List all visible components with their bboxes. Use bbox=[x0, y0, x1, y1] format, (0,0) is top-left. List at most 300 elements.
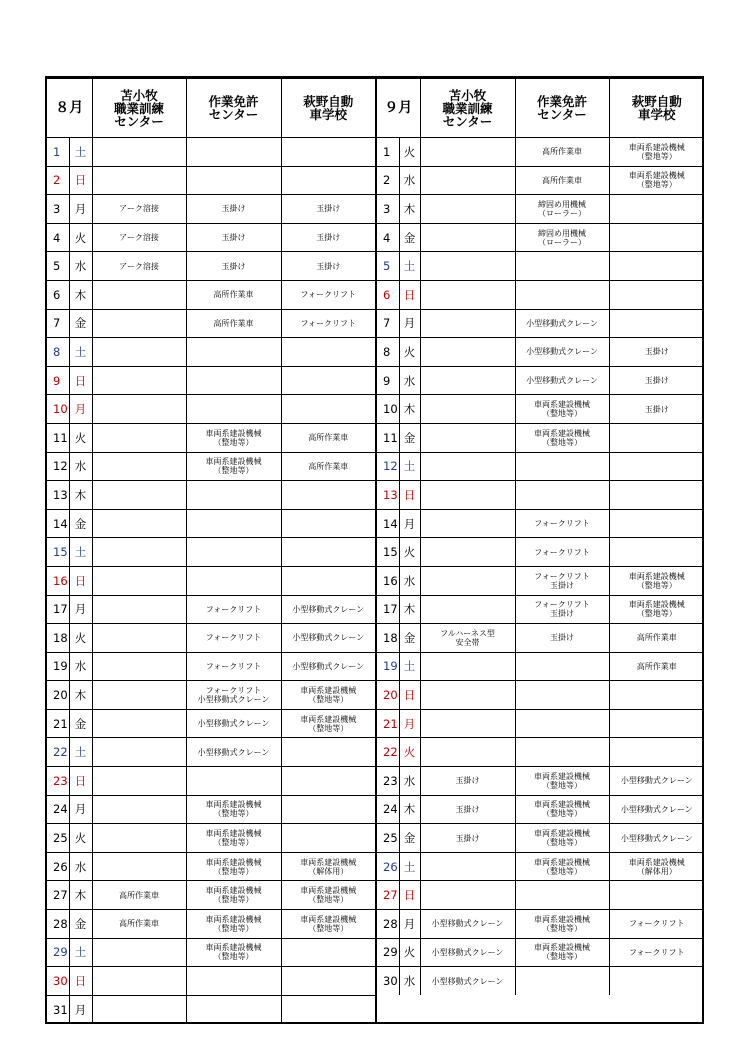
course-cell bbox=[420, 738, 515, 767]
course-cell: フォークリフト bbox=[281, 309, 375, 338]
day-number: 7 bbox=[47, 309, 69, 338]
day-row bbox=[377, 595, 704, 624]
day-row bbox=[47, 995, 375, 1023]
course-cell: 車両系建設機械 （整地等） bbox=[281, 709, 375, 738]
course-cell bbox=[515, 967, 609, 995]
course-cell bbox=[609, 509, 704, 538]
day-row bbox=[377, 395, 704, 424]
day-number: 28 bbox=[377, 910, 399, 939]
course-cell: 車両系建設機械 （解体用） bbox=[281, 852, 375, 881]
weekday: 土 bbox=[399, 852, 420, 881]
weekday: 日 bbox=[399, 881, 420, 910]
day-row bbox=[47, 280, 375, 309]
course-cell: 車両系建設機械 （整地等） bbox=[609, 166, 704, 195]
course-cell bbox=[420, 252, 515, 281]
course-cell: フルハーネス型 安全帯 bbox=[420, 624, 515, 653]
day-row bbox=[47, 767, 375, 796]
course-cell bbox=[515, 280, 609, 309]
course-cell: 小型移動式クレーン bbox=[515, 309, 609, 338]
weekday: 土 bbox=[69, 538, 92, 567]
course-cell bbox=[420, 423, 515, 452]
course-cell: 車両系建設機械 （整地等） bbox=[515, 423, 609, 452]
day-number: 26 bbox=[47, 852, 69, 881]
day-row bbox=[377, 309, 704, 338]
day-row bbox=[47, 624, 375, 653]
course-cell: 小型移動式クレーン bbox=[609, 795, 704, 824]
weekday: 土 bbox=[69, 138, 92, 167]
course-cell: 高所作業車 bbox=[92, 910, 186, 939]
day-number: 17 bbox=[47, 595, 69, 624]
day-number: 10 bbox=[377, 395, 399, 424]
weekday: 日 bbox=[69, 166, 92, 195]
course-cell bbox=[186, 138, 281, 167]
day-row bbox=[377, 881, 704, 910]
venue-header: 作業免許 センター bbox=[186, 79, 281, 138]
course-cell bbox=[92, 624, 186, 653]
course-cell: 高所作業車 bbox=[609, 624, 704, 653]
course-cell bbox=[515, 252, 609, 281]
day-number: 4 bbox=[47, 223, 69, 252]
course-cell bbox=[281, 481, 375, 510]
weekday: 月 bbox=[69, 195, 92, 224]
course-cell bbox=[515, 652, 609, 681]
course-cell bbox=[92, 366, 186, 395]
course-cell: フォークリフト bbox=[186, 652, 281, 681]
course-cell bbox=[515, 452, 609, 481]
weekday: 木 bbox=[399, 395, 420, 424]
september-calendar bbox=[375, 78, 702, 1022]
course-cell bbox=[420, 195, 515, 224]
course-cell: 車両系建設機械 （整地等） bbox=[281, 881, 375, 910]
course-cell bbox=[281, 538, 375, 567]
course-cell bbox=[609, 223, 704, 252]
course-cell bbox=[420, 280, 515, 309]
day-number: 7 bbox=[377, 309, 399, 338]
day-number: 23 bbox=[377, 767, 399, 796]
course-cell bbox=[92, 138, 186, 167]
day-number: 1 bbox=[47, 138, 69, 167]
month-label: ９月 bbox=[377, 79, 420, 138]
day-row bbox=[47, 166, 375, 195]
day-row bbox=[377, 280, 704, 309]
weekday: 水 bbox=[69, 652, 92, 681]
weekday: 土 bbox=[399, 452, 420, 481]
weekday: 金 bbox=[69, 509, 92, 538]
day-row bbox=[47, 452, 375, 481]
weekday: 日 bbox=[69, 366, 92, 395]
course-cell: 玉掛け bbox=[186, 223, 281, 252]
day-number: 20 bbox=[47, 681, 69, 710]
course-cell: フォークリフト bbox=[609, 938, 704, 967]
weekday: 月 bbox=[69, 595, 92, 624]
course-cell: 高所作業車 bbox=[281, 452, 375, 481]
day-number: 9 bbox=[47, 366, 69, 395]
weekday: 月 bbox=[399, 910, 420, 939]
course-cell bbox=[92, 509, 186, 538]
day-number: 29 bbox=[47, 938, 69, 967]
day-row bbox=[47, 881, 375, 910]
day-number: 5 bbox=[47, 252, 69, 281]
course-cell: 車両系建設機械 （整地等） bbox=[515, 852, 609, 881]
day-number: 27 bbox=[377, 881, 399, 910]
september-table bbox=[377, 78, 704, 995]
weekday: 月 bbox=[399, 709, 420, 738]
course-cell: 小型移動式クレーン bbox=[281, 595, 375, 624]
august-calendar bbox=[47, 78, 375, 1022]
course-cell bbox=[420, 852, 515, 881]
course-cell bbox=[609, 481, 704, 510]
day-row bbox=[47, 709, 375, 738]
course-cell: 玉掛け bbox=[609, 395, 704, 424]
weekday: 木 bbox=[69, 481, 92, 510]
day-row bbox=[377, 366, 704, 395]
course-cell: 玉掛け bbox=[515, 624, 609, 653]
course-cell bbox=[92, 767, 186, 796]
course-cell bbox=[609, 881, 704, 910]
course-cell bbox=[515, 709, 609, 738]
day-row bbox=[47, 910, 375, 939]
course-cell: 玉掛け bbox=[281, 195, 375, 224]
day-number: 11 bbox=[47, 423, 69, 452]
weekday: 火 bbox=[69, 223, 92, 252]
day-row bbox=[47, 195, 375, 224]
weekday: 水 bbox=[399, 967, 420, 995]
day-number: 12 bbox=[377, 452, 399, 481]
course-cell bbox=[420, 223, 515, 252]
course-cell bbox=[186, 566, 281, 595]
course-cell bbox=[92, 481, 186, 510]
course-cell bbox=[92, 395, 186, 424]
weekday: 水 bbox=[399, 166, 420, 195]
weekday: 土 bbox=[399, 652, 420, 681]
course-cell: 車両系建設機械 （整地等） bbox=[186, 423, 281, 452]
day-number: 19 bbox=[47, 652, 69, 681]
day-row bbox=[47, 252, 375, 281]
course-cell bbox=[92, 166, 186, 195]
day-number: 4 bbox=[377, 223, 399, 252]
day-row bbox=[377, 709, 704, 738]
day-row bbox=[377, 538, 704, 567]
course-cell: 小型移動式クレーン bbox=[515, 366, 609, 395]
day-number: 15 bbox=[377, 538, 399, 567]
course-cell: 車両系建設機械 （整地等） bbox=[609, 566, 704, 595]
venue-header: 苫小牧 職業訓練 センター bbox=[92, 79, 186, 138]
course-cell: フォークリフト bbox=[281, 280, 375, 309]
course-cell bbox=[515, 681, 609, 710]
course-cell bbox=[281, 938, 375, 967]
course-cell bbox=[281, 767, 375, 796]
day-number: 29 bbox=[377, 938, 399, 967]
course-cell bbox=[420, 395, 515, 424]
course-cell bbox=[609, 252, 704, 281]
day-row bbox=[47, 681, 375, 710]
weekday: 月 bbox=[399, 309, 420, 338]
day-number: 18 bbox=[47, 624, 69, 653]
day-number: 3 bbox=[377, 195, 399, 224]
day-row bbox=[47, 652, 375, 681]
weekday: 火 bbox=[399, 738, 420, 767]
day-row bbox=[47, 738, 375, 767]
day-number: 16 bbox=[47, 566, 69, 595]
course-cell: 小型移動式クレーン bbox=[281, 652, 375, 681]
weekday: 月 bbox=[69, 795, 92, 824]
course-cell bbox=[609, 452, 704, 481]
course-cell bbox=[186, 767, 281, 796]
day-row bbox=[47, 338, 375, 367]
course-cell: アーク溶接 bbox=[92, 195, 186, 224]
weekday: 水 bbox=[69, 452, 92, 481]
course-cell: 車両系建設機械 （整地等） bbox=[281, 910, 375, 939]
weekday: 木 bbox=[69, 280, 92, 309]
weekday: 土 bbox=[399, 252, 420, 281]
day-number: 30 bbox=[47, 967, 69, 996]
course-cell bbox=[609, 709, 704, 738]
day-number: 16 bbox=[377, 566, 399, 595]
day-number: 11 bbox=[377, 423, 399, 452]
course-cell bbox=[281, 738, 375, 767]
day-row bbox=[47, 481, 375, 510]
day-number: 20 bbox=[377, 681, 399, 710]
course-cell bbox=[420, 452, 515, 481]
course-cell bbox=[281, 166, 375, 195]
course-cell: 締固め用機械 （ローラー） bbox=[515, 195, 609, 224]
day-row bbox=[377, 223, 704, 252]
day-row bbox=[377, 681, 704, 710]
course-cell: 玉掛け bbox=[281, 223, 375, 252]
course-cell bbox=[420, 138, 515, 167]
day-number: 8 bbox=[377, 338, 399, 367]
course-cell bbox=[515, 881, 609, 910]
weekday: 金 bbox=[399, 223, 420, 252]
weekday: 日 bbox=[69, 767, 92, 796]
course-cell bbox=[420, 681, 515, 710]
course-cell bbox=[92, 338, 186, 367]
course-cell bbox=[92, 566, 186, 595]
day-row bbox=[377, 423, 704, 452]
course-cell: 車両系建設機械 （整地等） bbox=[609, 138, 704, 167]
course-cell: フォークリフト 小型移動式クレーン bbox=[186, 681, 281, 710]
weekday: 木 bbox=[399, 195, 420, 224]
course-cell: 車両系建設機械 （整地等） bbox=[515, 795, 609, 824]
day-row bbox=[377, 967, 704, 995]
course-cell bbox=[609, 280, 704, 309]
day-number: 18 bbox=[377, 624, 399, 653]
course-cell bbox=[92, 681, 186, 710]
course-cell bbox=[609, 681, 704, 710]
course-cell: 車両系建設機械 （整地等） bbox=[186, 852, 281, 881]
weekday: 金 bbox=[399, 824, 420, 853]
weekday: 月 bbox=[69, 395, 92, 424]
day-number: 12 bbox=[47, 452, 69, 481]
course-cell: 小型移動式クレーン bbox=[609, 824, 704, 853]
course-cell bbox=[92, 309, 186, 338]
course-cell: 車両系建設機械 （整地等） bbox=[515, 395, 609, 424]
course-cell: 小型移動式クレーン bbox=[420, 938, 515, 967]
day-number: 9 bbox=[377, 366, 399, 395]
course-cell: 車両系建設機械 （整地等） bbox=[186, 795, 281, 824]
weekday: 水 bbox=[69, 252, 92, 281]
course-cell: 玉掛け bbox=[609, 366, 704, 395]
weekday: 土 bbox=[69, 738, 92, 767]
day-row bbox=[377, 481, 704, 510]
day-number: 8 bbox=[47, 338, 69, 367]
day-row bbox=[377, 138, 704, 167]
weekday: 月 bbox=[69, 995, 92, 1023]
course-cell: 車両系建設機械 （解体用） bbox=[609, 852, 704, 881]
venue-header: 萩野自動 車学校 bbox=[281, 79, 375, 138]
day-number: 10 bbox=[47, 395, 69, 424]
day-row bbox=[47, 309, 375, 338]
course-cell bbox=[186, 338, 281, 367]
day-number: 13 bbox=[377, 481, 399, 510]
course-cell bbox=[92, 452, 186, 481]
venue-header: 苫小牧 職業訓練 センター bbox=[420, 79, 515, 138]
august-table bbox=[47, 78, 375, 1023]
weekday: 火 bbox=[69, 624, 92, 653]
course-cell bbox=[420, 366, 515, 395]
weekday: 金 bbox=[69, 309, 92, 338]
course-cell: 小型移動式クレーン bbox=[420, 910, 515, 939]
day-number: 30 bbox=[377, 967, 399, 995]
course-cell: 車両系建設機械 （整地等） bbox=[515, 910, 609, 939]
course-cell: フォークリフト 玉掛け bbox=[515, 595, 609, 624]
course-cell bbox=[420, 652, 515, 681]
day-number: 26 bbox=[377, 852, 399, 881]
course-cell bbox=[515, 738, 609, 767]
course-cell: アーク溶接 bbox=[92, 252, 186, 281]
day-number: 19 bbox=[377, 652, 399, 681]
course-cell bbox=[186, 967, 281, 996]
day-number: 14 bbox=[47, 509, 69, 538]
course-cell: フォークリフト bbox=[186, 595, 281, 624]
course-cell bbox=[420, 709, 515, 738]
day-row bbox=[377, 852, 704, 881]
weekday: 木 bbox=[69, 881, 92, 910]
course-cell bbox=[92, 538, 186, 567]
day-row bbox=[377, 338, 704, 367]
course-cell bbox=[420, 309, 515, 338]
course-cell bbox=[420, 881, 515, 910]
course-cell bbox=[92, 595, 186, 624]
course-cell: 車両系建設機械 （整地等） bbox=[186, 452, 281, 481]
course-cell: 玉掛け bbox=[420, 767, 515, 796]
course-cell bbox=[92, 795, 186, 824]
venue-header: 萩野自動 車学校 bbox=[609, 79, 704, 138]
course-cell: 車両系建設機械 （整地等） bbox=[186, 881, 281, 910]
course-cell bbox=[186, 366, 281, 395]
day-row bbox=[377, 652, 704, 681]
weekday: 金 bbox=[399, 624, 420, 653]
course-cell: 車両系建設機械 （整地等） bbox=[515, 938, 609, 967]
day-number: 15 bbox=[47, 538, 69, 567]
day-number: 22 bbox=[47, 738, 69, 767]
venue-header: 作業免許 センター bbox=[515, 79, 609, 138]
weekday: 日 bbox=[399, 481, 420, 510]
day-row bbox=[377, 795, 704, 824]
course-cell: 高所作業車 bbox=[515, 138, 609, 167]
course-cell: 玉掛け bbox=[420, 824, 515, 853]
weekday: 金 bbox=[399, 423, 420, 452]
day-row bbox=[47, 795, 375, 824]
course-cell: 小型移動式クレーン bbox=[186, 709, 281, 738]
day-number: 21 bbox=[47, 709, 69, 738]
weekday: 火 bbox=[399, 138, 420, 167]
course-cell: 車両系建設機械 （整地等） bbox=[515, 824, 609, 853]
course-cell bbox=[281, 566, 375, 595]
day-number: 6 bbox=[377, 280, 399, 309]
day-row bbox=[47, 852, 375, 881]
day-number: 24 bbox=[47, 795, 69, 824]
month-label: ８月 bbox=[47, 79, 92, 138]
course-cell: 車両系建設機械 （整地等） bbox=[186, 910, 281, 939]
day-row bbox=[47, 967, 375, 996]
course-cell bbox=[186, 481, 281, 510]
day-number: 21 bbox=[377, 709, 399, 738]
course-cell bbox=[281, 509, 375, 538]
weekday: 月 bbox=[399, 509, 420, 538]
course-cell bbox=[92, 938, 186, 967]
day-row bbox=[47, 566, 375, 595]
weekday: 火 bbox=[399, 938, 420, 967]
day-number: 2 bbox=[47, 166, 69, 195]
course-cell bbox=[281, 795, 375, 824]
day-row bbox=[47, 824, 375, 853]
weekday: 木 bbox=[399, 595, 420, 624]
course-cell: 高所作業車 bbox=[92, 881, 186, 910]
course-cell bbox=[92, 824, 186, 853]
schedule-sheet bbox=[45, 76, 704, 1024]
weekday: 日 bbox=[399, 280, 420, 309]
course-cell bbox=[609, 738, 704, 767]
day-number: 2 bbox=[377, 166, 399, 195]
course-cell: 高所作業車 bbox=[281, 423, 375, 452]
weekday: 金 bbox=[69, 910, 92, 939]
course-cell bbox=[92, 709, 186, 738]
day-number: 28 bbox=[47, 910, 69, 939]
day-row bbox=[47, 509, 375, 538]
day-row bbox=[377, 166, 704, 195]
course-cell bbox=[92, 995, 186, 1023]
weekday: 日 bbox=[399, 681, 420, 710]
day-row bbox=[47, 595, 375, 624]
day-number: 25 bbox=[47, 824, 69, 853]
header-row bbox=[47, 79, 375, 138]
day-number: 23 bbox=[47, 767, 69, 796]
course-cell bbox=[420, 538, 515, 567]
course-cell bbox=[515, 481, 609, 510]
weekday: 水 bbox=[399, 767, 420, 796]
course-cell: フォークリフト bbox=[186, 624, 281, 653]
day-number: 3 bbox=[47, 195, 69, 224]
course-cell: 車両系建設機械 （整地等） bbox=[186, 938, 281, 967]
course-cell bbox=[420, 595, 515, 624]
day-row bbox=[47, 138, 375, 167]
day-row bbox=[377, 509, 704, 538]
course-cell: 高所作業車 bbox=[515, 166, 609, 195]
day-row bbox=[47, 395, 375, 424]
day-row bbox=[377, 452, 704, 481]
course-cell bbox=[186, 166, 281, 195]
course-cell: 小型移動式クレーン bbox=[420, 967, 515, 995]
course-cell bbox=[281, 395, 375, 424]
course-cell bbox=[92, 423, 186, 452]
course-cell: アーク溶接 bbox=[92, 223, 186, 252]
course-cell bbox=[609, 195, 704, 224]
course-cell: 玉掛け bbox=[420, 795, 515, 824]
header-row bbox=[377, 79, 704, 138]
weekday: 火 bbox=[69, 423, 92, 452]
course-cell bbox=[281, 824, 375, 853]
